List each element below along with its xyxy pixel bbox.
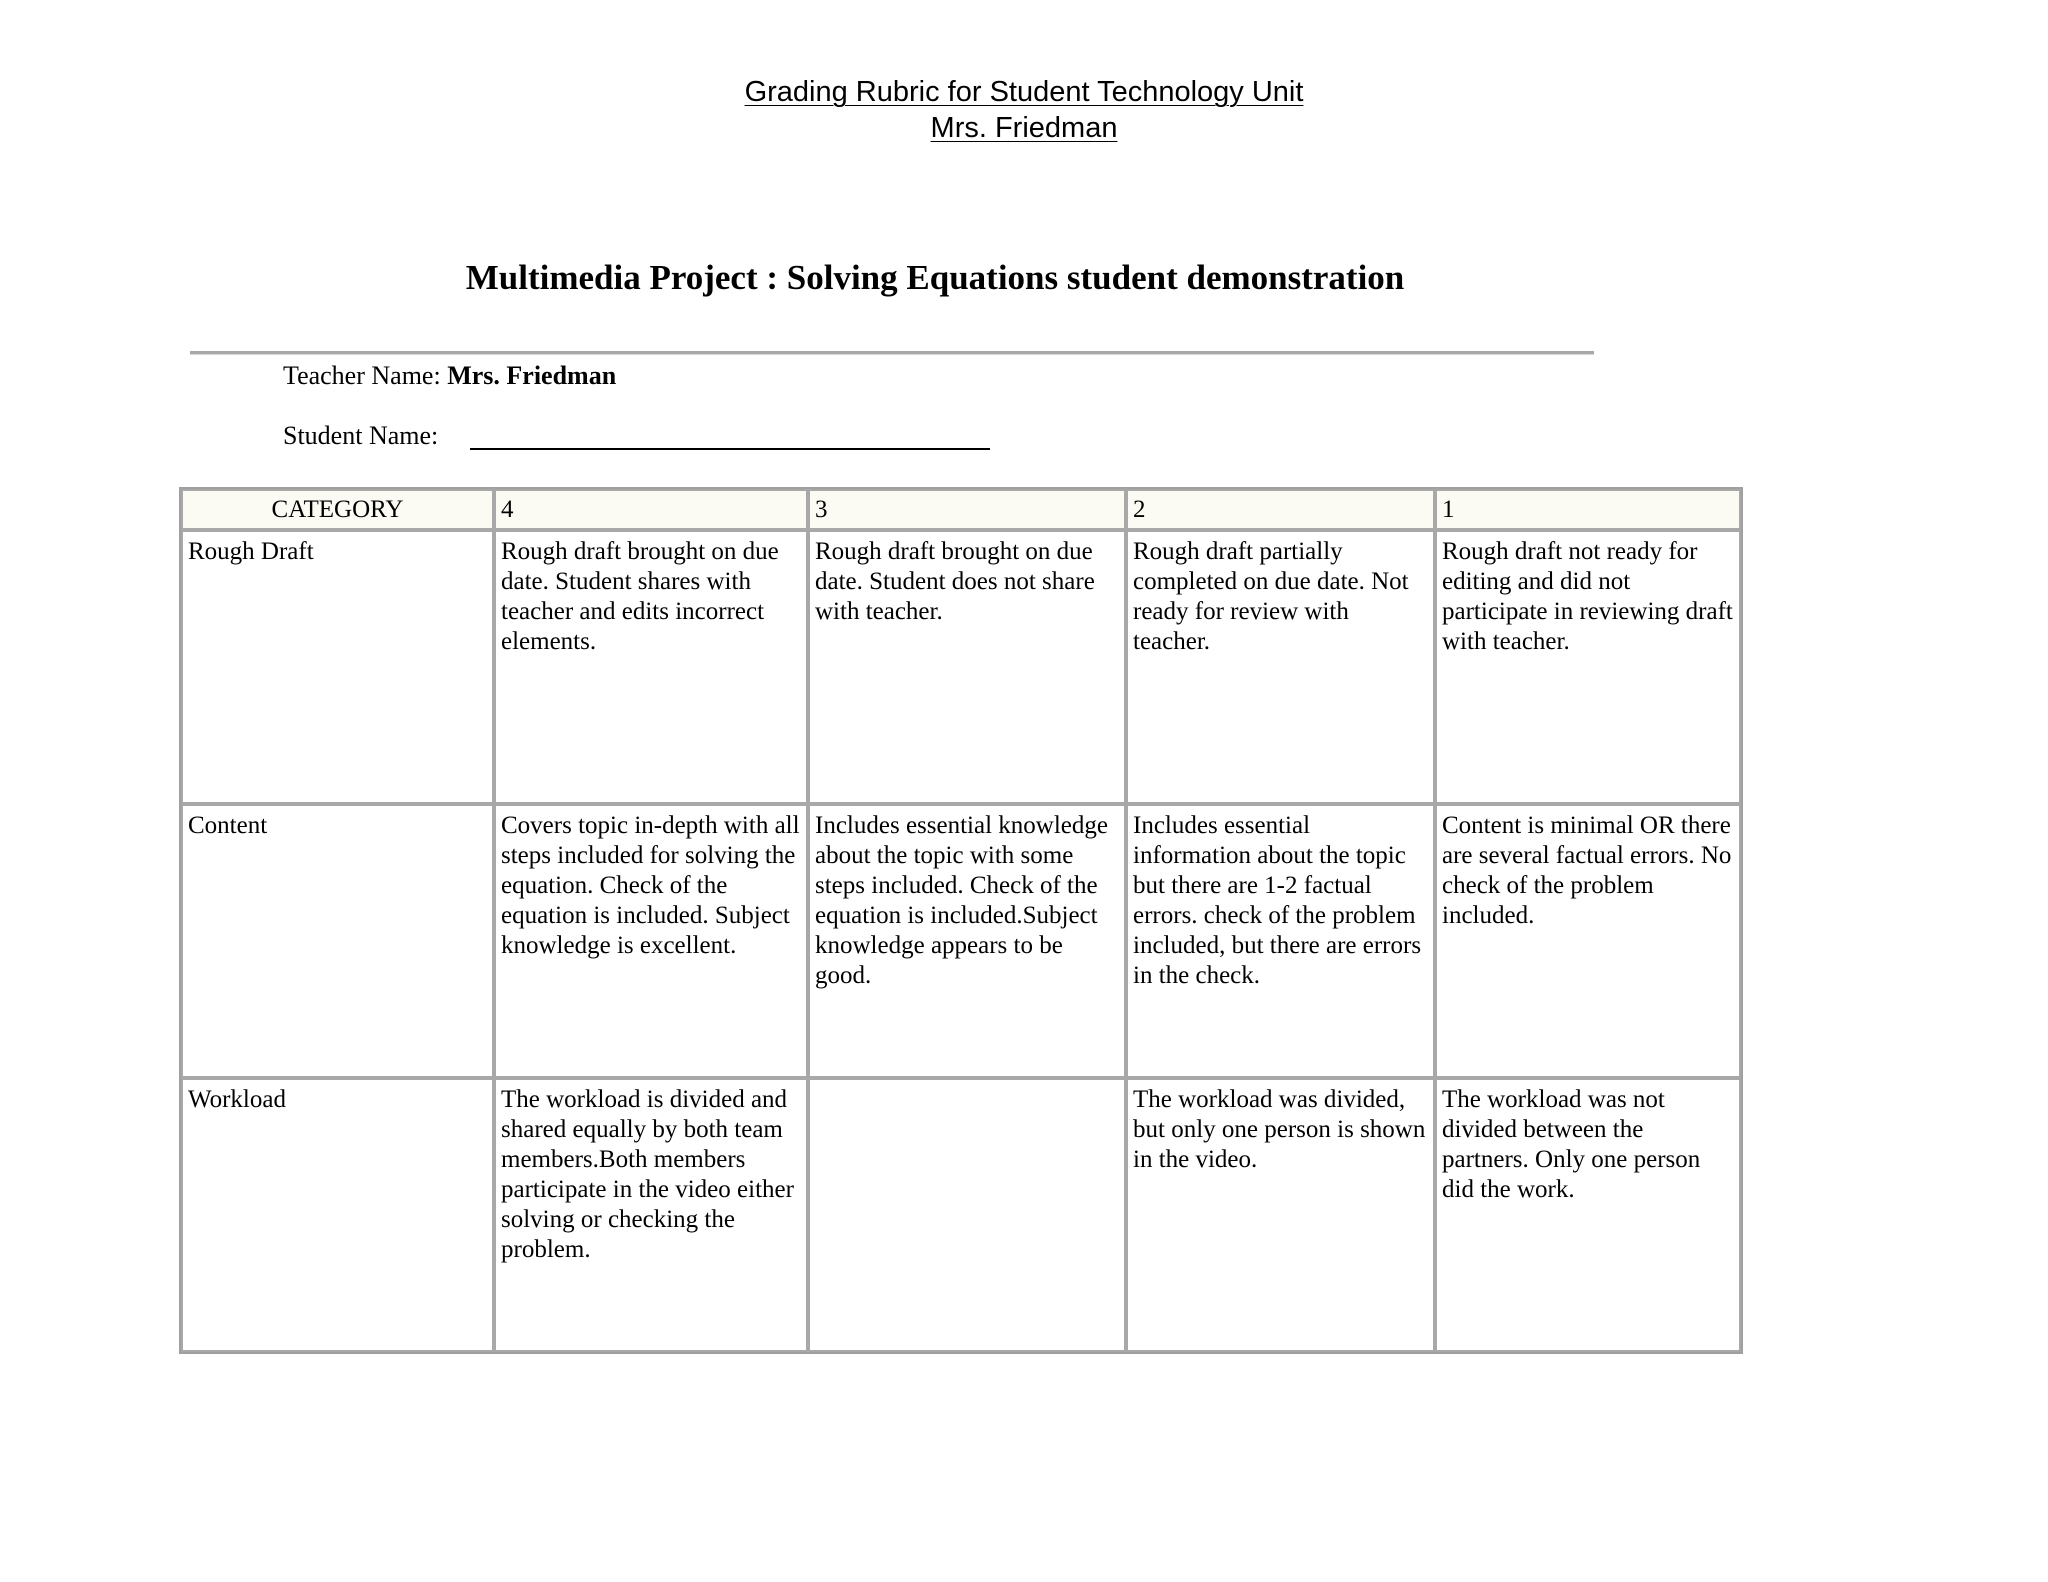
horizontal-divider xyxy=(190,351,1594,355)
document-heading: Grading Rubric for Student Technology Unit xyxy=(744,76,1304,108)
row-category-cell: Workload xyxy=(181,1078,494,1352)
row-category-cell: Content xyxy=(181,804,494,1078)
rubric-cell-score-1: Rough draft not ready for editing and did not participate in reviewing draft with teacher. xyxy=(1435,530,1741,804)
column-header-category: CATEGORY xyxy=(181,489,494,530)
rubric-row-content xyxy=(181,804,1741,1078)
rubric-cell-score-3: Includes essential knowledge about the topic with some steps included. Check of the equation is included.Subject knowledge appears to be good. xyxy=(808,804,1126,1078)
document-header xyxy=(0,74,2048,146)
project-title: Multimedia Project : Solving Equations student demonstration xyxy=(465,258,1405,297)
rubric-cell-score-4: Covers topic in-depth with all steps included for solving the equation. Check of the equation is included. Subject knowledge is excellent. xyxy=(494,804,808,1078)
row-category-cell: Rough Draft xyxy=(181,530,494,804)
column-header-1: 1 xyxy=(1435,489,1741,530)
rubric-cell-score-4: Rough draft brought on due date. Student shares with teacher and edits incorrect elements. xyxy=(494,530,808,804)
student-name-row xyxy=(283,420,438,452)
column-header-3: 3 xyxy=(808,489,1126,530)
rubric-cell-score-3 xyxy=(808,1078,1126,1352)
rubric-cell-score-2: The workload was divided, but only one person is shown in the video. xyxy=(1126,1078,1435,1352)
rubric-cell-score-1: The workload was not divided between the partners. Only one person did the work. xyxy=(1435,1078,1741,1352)
rubric-cell-score-2: Rough draft partially completed on due date. Not ready for review with teacher. xyxy=(1126,530,1435,804)
rubric-table xyxy=(179,487,1743,1354)
student-name-blank-line xyxy=(470,448,990,450)
rubric-cell-score-2: Includes essential information about the topic but there are 1-2 factual errors. check of the problem included, but there are errors in the check. xyxy=(1126,804,1435,1078)
student-name-label: Student Name: xyxy=(283,421,439,450)
document-subheading: Mrs. Friedman xyxy=(930,112,1118,144)
teacher-name-value: Mrs. Friedman xyxy=(447,361,617,390)
column-header-2: 2 xyxy=(1126,489,1435,530)
column-header-4: 4 xyxy=(494,489,808,530)
rubric-cell-score-3: Rough draft brought on due date. Student does not share with teacher. xyxy=(808,530,1126,804)
rubric-row-rough-draft xyxy=(181,530,1741,804)
rubric-cell-score-1: Content is minimal OR there are several factual errors. No check of the problem included. xyxy=(1435,804,1741,1078)
rubric-header-row xyxy=(181,489,1741,530)
teacher-name-row xyxy=(283,360,616,392)
rubric-cell-score-4: The workload is divided and shared equally by both team members.Both members participate in the video either solving or checking the problem. xyxy=(494,1078,808,1352)
rubric-row-workload xyxy=(181,1078,1741,1352)
teacher-name-label: Teacher Name: xyxy=(283,361,441,390)
